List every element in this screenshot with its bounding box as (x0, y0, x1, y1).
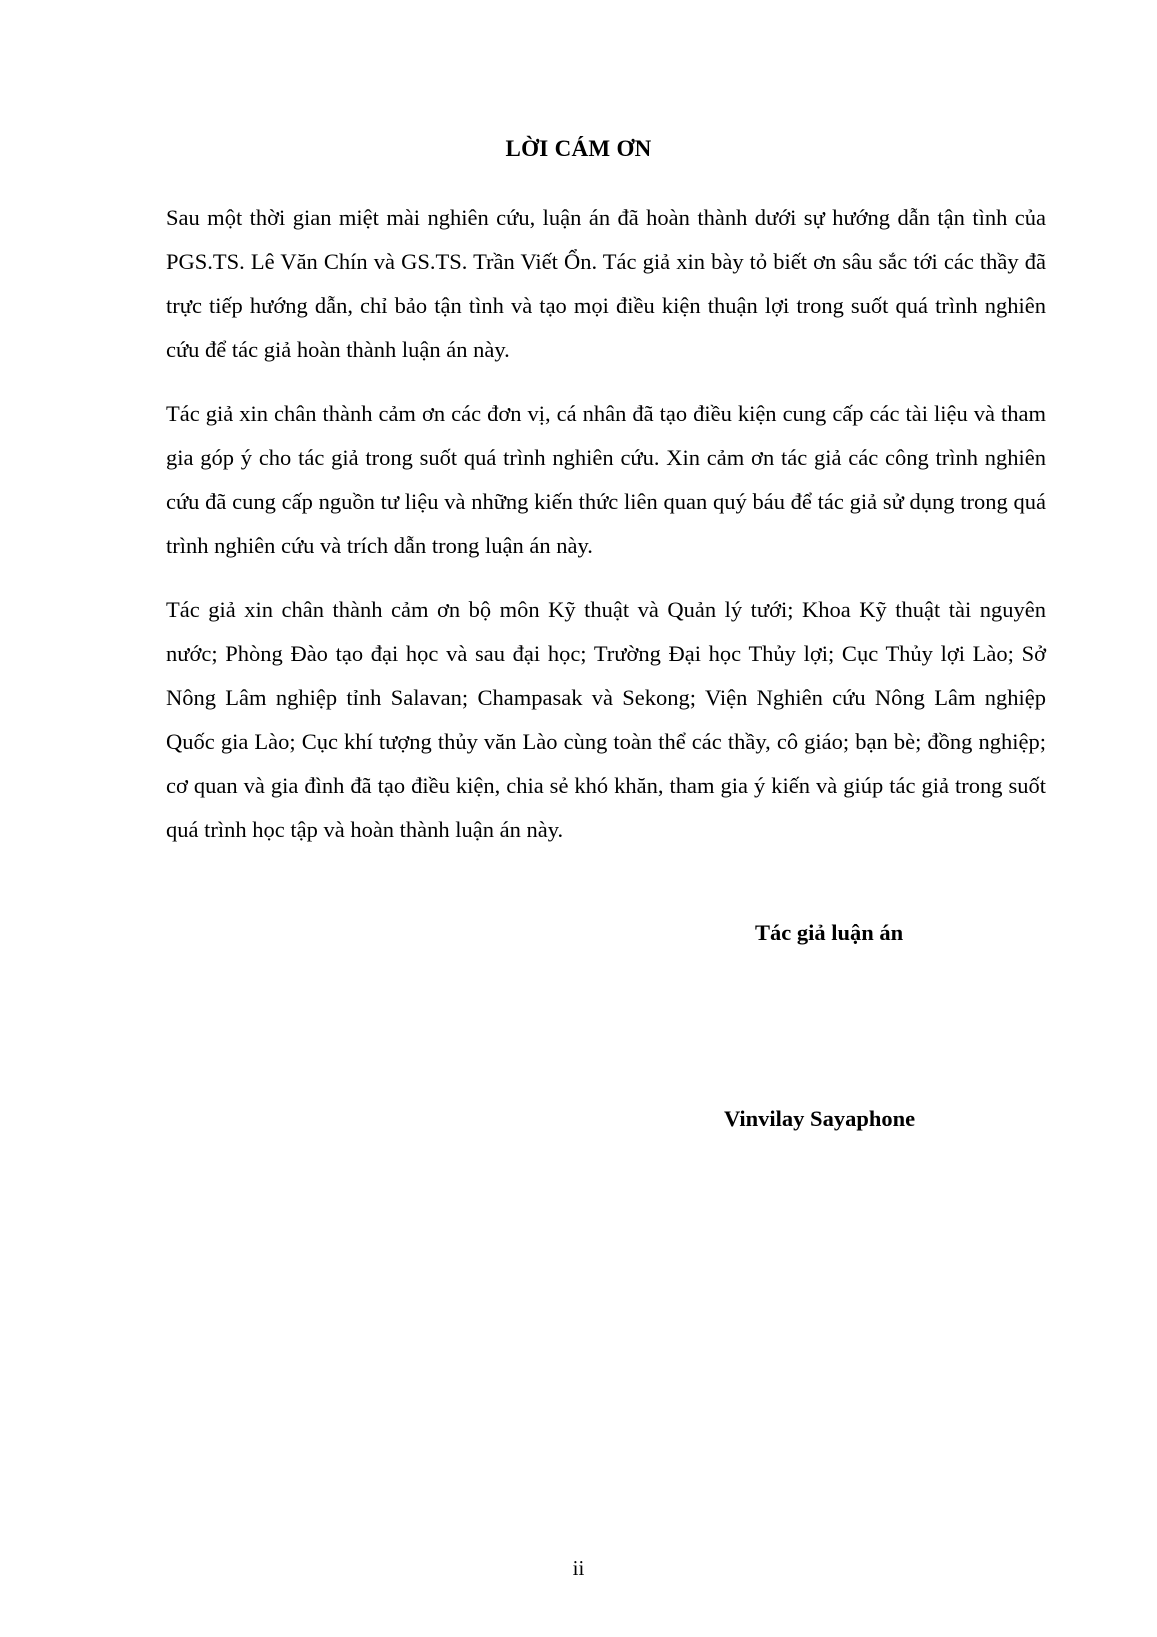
page-title: LỜI CÁM ƠN (505, 136, 652, 161)
signature-role: Tác giả luận án (755, 920, 904, 945)
acknowledgement-body (166, 196, 1046, 872)
paragraph-3: Tác giả xin chân thành cảm ơn bộ môn Kỹ thuật và Quản lý tưới; Khoa Kỹ thuật tài nguyên nước; Phòng Đào tạo đại học và sau đại học; Trường Đại học Thủy lợi; Cục Thủy lợi Lào; Sở Nông Lâm nghiệp tỉnh Salavan; Champasak và Sekong; Viện Nghiên cứu Nông Lâm nghiệp Quốc gia Lào; Cục khí tượng thủy văn Lào cùng toàn thể các thầy, cô giáo; bạn bè; đồng nghiệp; cơ quan và gia đình đã tạo điều kiện, chia sẻ khó khăn, tham gia ý kiến và giúp tác giả trong suốt quá trình học tập và hoàn thành luận án này. (166, 597, 1046, 842)
signature-name: Vinvilay Sayaphone (724, 1106, 916, 1131)
page-number: ii (572, 1556, 585, 1580)
paragraph-1: Sau một thời gian miệt mài nghiên cứu, luận án đã hoàn thành dưới sự hướng dẫn tận tình của PGS.TS. Lê Văn Chín và GS.TS. Trần Viết Ổn. Tác giả xin bày tỏ biết ơn sâu sắc tới các thầy đã trực tiếp hướng dẫn, chỉ bảo tận tình và tạo mọi điều kiện thuận lợi trong suốt quá trình nghiên cứu để tác giả hoàn thành luận án này. (166, 205, 1046, 362)
paragraph-2: Tác giả xin chân thành cảm ơn các đơn vị, cá nhân đã tạo điều kiện cung cấp các tài liệu và tham gia góp ý cho tác giả trong suốt quá trình nghiên cứu. Xin cảm ơn tác giả các công trình nghiên cứu đã cung cấp nguồn tư liệu và những kiến thức liên quan quý báu để tác giả sử dụng trong quá trình nghiên cứu và trích dẫn trong luận án này. (166, 401, 1046, 558)
